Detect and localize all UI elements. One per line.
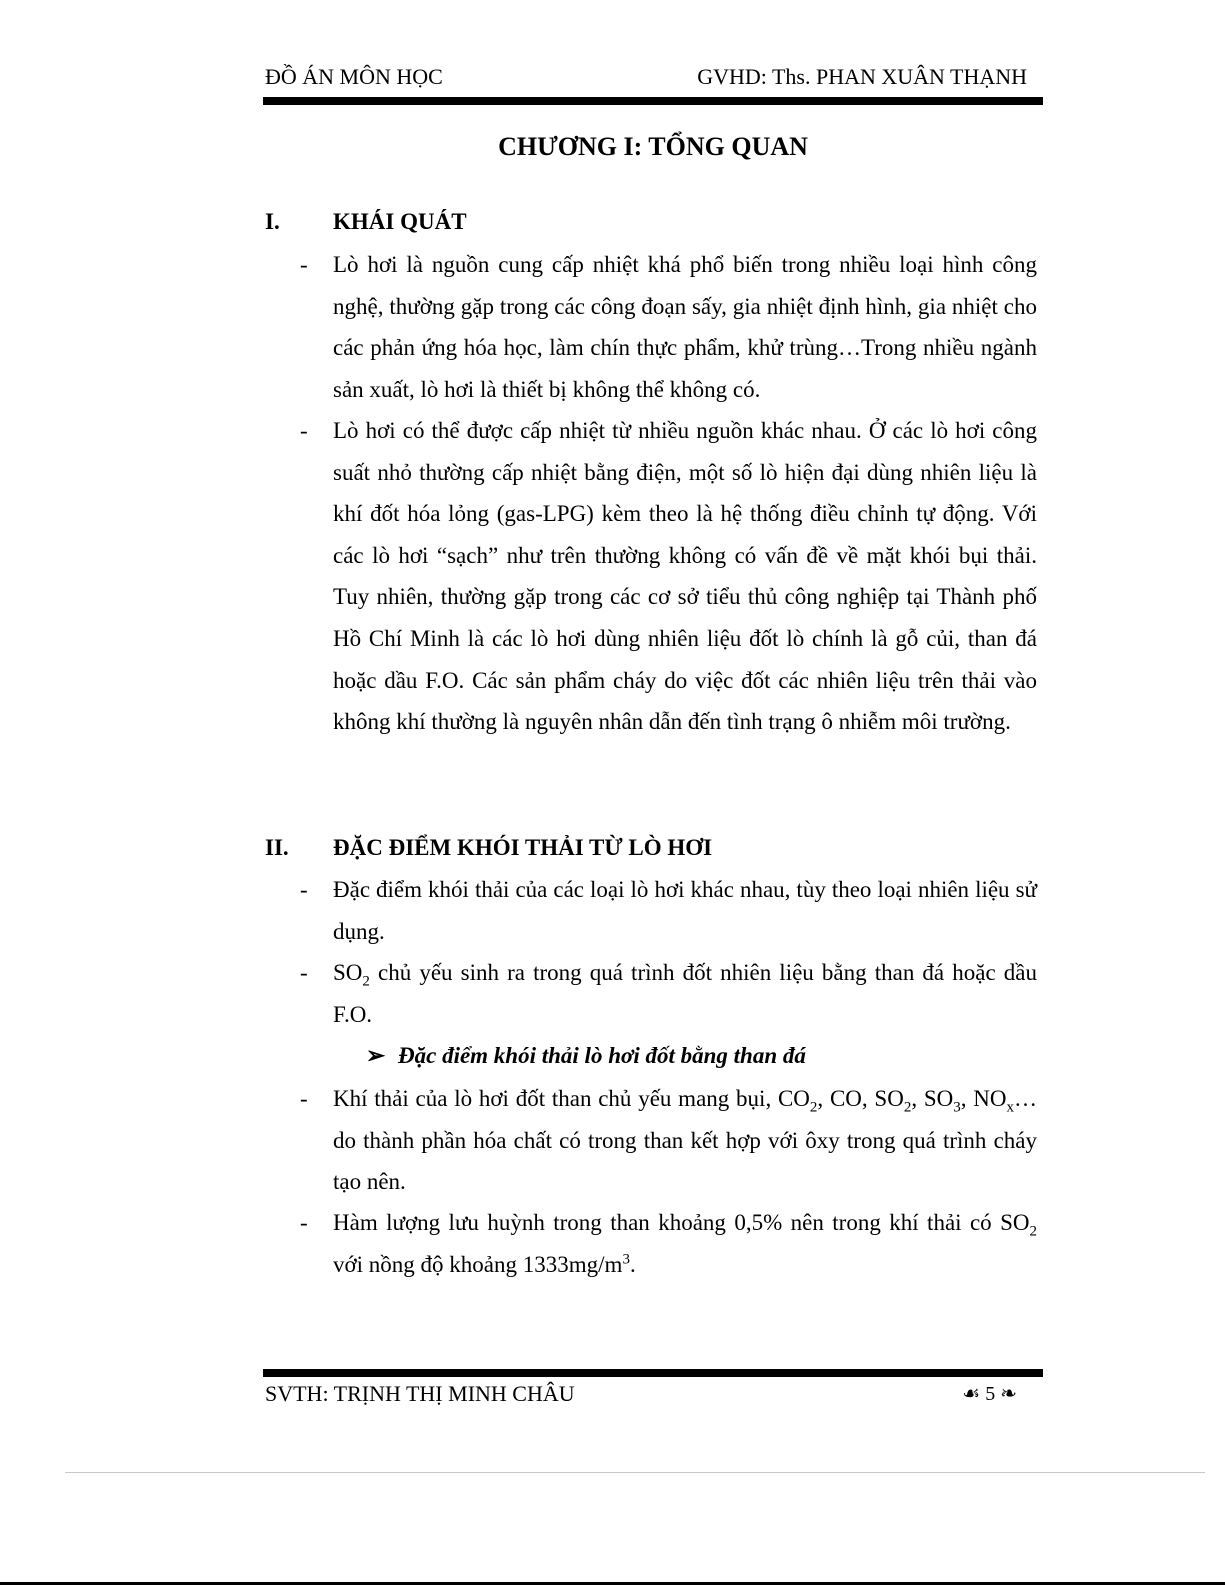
chapter-title: CHƯƠNG I: TỔNG QUAN	[498, 132, 808, 161]
page-header	[265, 64, 1043, 94]
text-run: , CO, SO	[817, 1086, 904, 1111]
list-item	[300, 410, 1037, 743]
section-title: ĐẶC ĐIỂM KHÓI THẢI TỪ LÒ HƠI	[333, 835, 713, 860]
list-item	[300, 244, 1037, 410]
paragraph	[333, 1078, 1037, 1203]
arrow-bullet-icon: ➢	[366, 1043, 386, 1068]
text-run: Khí thải của lò hơi đốt than chủ yếu mang bụi, CO	[333, 1086, 810, 1111]
text-run: SO	[333, 960, 363, 985]
text-run: với nồng độ khoảng 1333mg/m	[333, 1251, 623, 1277]
page-footer	[265, 1381, 1043, 1411]
list-item	[300, 1202, 1037, 1285]
text-run: , SO	[911, 1086, 954, 1111]
subsection-title: Đặc điểm khói thải lò hơi đốt bằng than đá	[398, 1043, 806, 1068]
paragraph	[333, 952, 1037, 1035]
list-item	[300, 869, 1037, 952]
subscript: 2	[809, 1099, 818, 1116]
superscript: 3	[622, 1250, 630, 1267]
paragraph	[333, 1202, 1037, 1285]
subscript: 2	[1029, 1223, 1037, 1240]
page-number-block	[962, 1381, 1017, 1406]
ornament-left-icon: ☙	[962, 1383, 981, 1405]
header-advisor: GVHD: Ths. PHAN XUÂN THẠNH	[697, 64, 1027, 89]
text-run: , NO	[960, 1086, 1007, 1111]
header-course: ĐỒ ÁN MÔN HỌC	[265, 64, 443, 89]
list-dash: -	[300, 877, 308, 902]
page-separator	[65, 1472, 1205, 1473]
section-title: KHÁI QUÁT	[333, 209, 467, 234]
footer-student: SVTH: TRỊNH THỊ MINH CHÂU	[265, 1381, 575, 1406]
list-dash: -	[300, 418, 308, 443]
list-item	[300, 1078, 1037, 1203]
subscript: 2	[903, 1099, 912, 1116]
subscript: x	[1006, 1099, 1014, 1116]
subscript: 2	[362, 973, 370, 990]
section-number: I.	[265, 209, 280, 234]
text-run: chủ yếu sinh ra trong quá trình đốt nhiên liệu bằng than đá hoặc dầu F.O.	[333, 960, 1037, 1027]
list-dash: -	[300, 960, 308, 985]
subscript: 3	[953, 1099, 961, 1116]
text-run: .	[629, 1251, 636, 1277]
footer-rule	[263, 1369, 1043, 1377]
paragraph: Lò hơi có thể được cấp nhiệt từ nhiều nguồn khác nhau. Ở các lò hơi công suất nhỏ thường cấp nhiệt bằng điện, một số lò hiện đại dùng nhiên liệu là khí đốt hóa lỏng (gas-LPG) kèm theo là hệ thống điều chỉnh tự động. Với các lò hơi “sạch” như trên thường không có vấn đề về mặt khói bụi thải. Tuy nhiên, thường gặp trong các cơ sở tiểu thủ công nghiệp tại Thành phố Hồ Chí Minh là các lò hơi dùng nhiên liệu đốt lò chính là gỗ củi, than đá hoặc dầu F.O. Các sản phẩm cháy do việc đốt các nhiên liệu trên thải vào không khí thường là nguyên nhân dẫn đến tình trạng ô nhiễm môi trường.	[333, 418, 1037, 735]
paragraph: Đặc điểm khói thải của các loại lò hơi khác nhau, tùy theo loại nhiên liệu sử dụng.	[333, 877, 1037, 944]
ornament-right-icon: ❧	[1000, 1383, 1017, 1405]
list-dash: -	[300, 1210, 308, 1235]
text-run: Hàm lượng lưu huỳnh trong than khoảng 0,5% nên trong khí thải có SO	[333, 1210, 1030, 1235]
header-rule	[263, 97, 1043, 105]
page-number: 5	[985, 1383, 996, 1405]
section-number: II.	[265, 835, 289, 860]
paragraph: Lò hơi là nguồn cung cấp nhiệt khá phổ biến trong nhiều loại hình công nghệ, thường gặp trong các công đoạn sấy, gia nhiệt định hình, gia nhiệt cho các phản ứng hóa học, làm chín thực phẩm, khử trùng…Trong nhiều ngành sản xuất, lò hơi là thiết bị không thể không có.	[333, 252, 1037, 402]
list-dash: -	[300, 1086, 308, 1111]
text-run: …do thành phần hóa chất có trong than kết hợp với ôxy trong quá trình cháy tạo nên.	[333, 1086, 1037, 1195]
list-dash: -	[300, 252, 308, 277]
subsection-heading	[366, 1043, 806, 1069]
list-item	[300, 952, 1037, 1035]
